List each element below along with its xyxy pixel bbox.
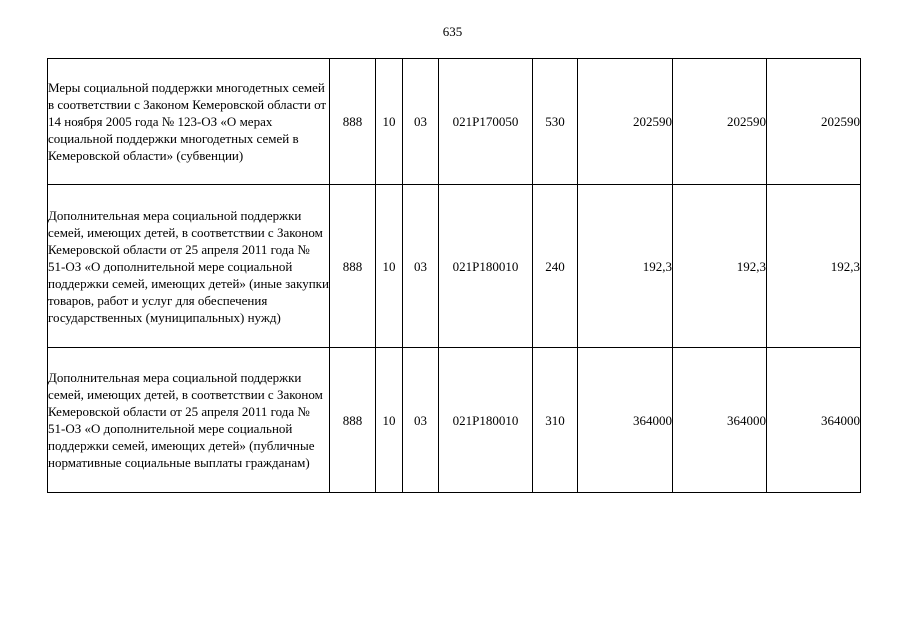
subsection-code: 03 (403, 348, 439, 493)
target-article-code: 021P180010 (439, 185, 533, 348)
section-code: 10 (376, 59, 403, 185)
budget-table (47, 58, 861, 493)
page-number: 635 (442, 24, 463, 39)
amount-1: 364000 (578, 348, 673, 493)
row-description: Дополнительная мера социальной поддержки семей, имеющих детей, в соответствии с Законом Кемеровской области от 25 апреля 2011 года № 51-ОЗ «О дополнительной мере социальной поддержки семей, имеющих детей» (иные закупки товаров, работ и услуг для обеспечения государственных (муниципальных) нужд) (48, 185, 330, 348)
table-row (48, 59, 861, 185)
amount-3: 364000 (767, 348, 861, 493)
table-row (48, 185, 861, 348)
amount-1: 202590 (578, 59, 673, 185)
expense-type-code: 240 (533, 185, 578, 348)
amount-2: 364000 (673, 348, 767, 493)
amount-2: 202590 (673, 59, 767, 185)
amount-3: 202590 (767, 59, 861, 185)
amount-1: 192,3 (578, 185, 673, 348)
row-description: Дополнительная мера социальной поддержки семей, имеющих детей, в соответствии с Законом Кемеровской области от 25 апреля 2011 года № 51-ОЗ «О дополнительной мере социальной поддержки семей, имеющих детей» (публичные нормативные социальные выплаты гражданам) (48, 348, 330, 493)
expense-type-code: 530 (533, 59, 578, 185)
target-article-code: 021P180010 (439, 348, 533, 493)
section-code: 10 (376, 185, 403, 348)
subsection-code: 03 (403, 185, 439, 348)
amount-3: 192,3 (767, 185, 861, 348)
amount-2: 192,3 (673, 185, 767, 348)
subsection-code: 03 (403, 59, 439, 185)
ministry-code: 888 (330, 185, 376, 348)
target-article-code: 021P170050 (439, 59, 533, 185)
ministry-code: 888 (330, 59, 376, 185)
expense-type-code: 310 (533, 348, 578, 493)
ministry-code: 888 (330, 348, 376, 493)
row-description: Меры социальной поддержки многодетных семей в соответствии с Законом Кемеровской области от 14 ноября 2005 года № 123-ОЗ «О мерах социальной поддержки многодетных семей в Кемеровской области» (субвенции) (48, 59, 330, 185)
section-code: 10 (376, 348, 403, 493)
table-row (48, 348, 861, 493)
